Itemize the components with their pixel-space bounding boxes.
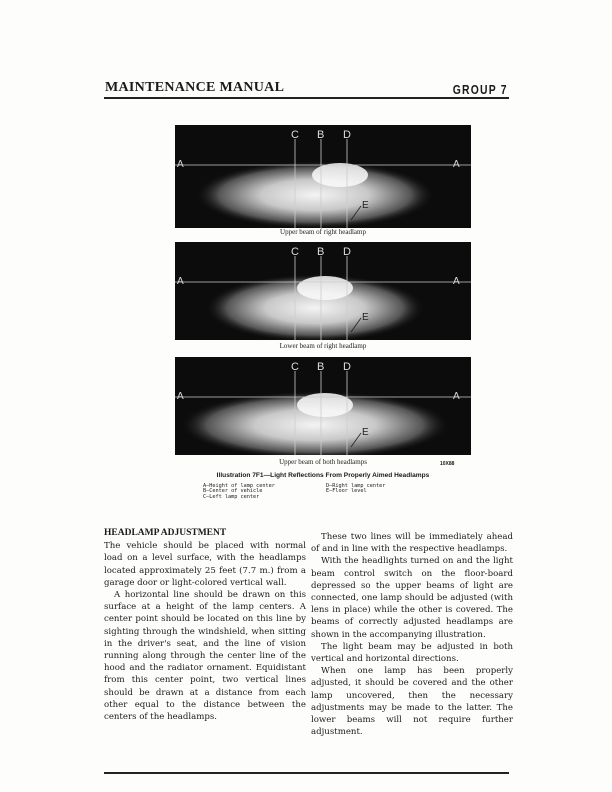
- caption-upper-beam-both: Upper beam of both headlamps: [279, 458, 367, 466]
- label-d: D: [343, 129, 351, 141]
- label-a: A: [453, 391, 460, 402]
- label-a: A: [453, 159, 460, 170]
- caption-lower-beam-right: Lower beam of right headlamp: [279, 342, 367, 350]
- label-e: E: [362, 200, 369, 211]
- manual-title: MAINTENANCE MANUAL: [105, 80, 285, 95]
- label-a: A: [177, 159, 184, 170]
- article-heading: HEADLAMP ADJUSTMENT: [104, 528, 227, 538]
- label-c: C: [291, 129, 299, 141]
- article-left-column: [104, 527, 306, 723]
- paragraph: A horizontal line should be drawn on this surface at a height of the lamp centers. A center point should be located on this line by sighting through the windshield, when sitting in the driver's seat, and the line of vision running along through the center line of the hood and the radiator ornament. Equidistant from this center point, two vertical lines should be drawn at a distance from each other equal to the distance between the centers of the headlamps.: [104, 590, 306, 723]
- legend-item: C—Left lamp center: [203, 493, 260, 500]
- paragraph: The light beam may be adjusted in both vertical and horizontal directions.: [311, 641, 513, 665]
- footer-rule: [104, 772, 509, 774]
- legend-item: B—Center of vehicle: [203, 488, 263, 495]
- beam-hotspot: [312, 163, 368, 187]
- header-rule: [104, 97, 509, 99]
- photo-upper-beam-both: [175, 357, 471, 455]
- caption-upper-beam-right: Upper beam of right headlamp: [280, 228, 366, 236]
- legend-right: [326, 484, 385, 495]
- paragraph: The vehicle should be placed with normal load on a level surface, with the headlamps located approximately 25 feet (7.7 m.) from a garage door or light-colored vertical wall.: [104, 541, 306, 588]
- label-b: B: [317, 246, 325, 258]
- label-a: A: [177, 391, 184, 402]
- legend-item: E—Floor level: [326, 488, 367, 495]
- label-c: C: [291, 246, 299, 258]
- label-c: C: [291, 361, 299, 373]
- article-right-column: [311, 531, 513, 738]
- label-d: D: [343, 361, 351, 373]
- label-e: E: [362, 427, 369, 438]
- photo-upper-beam-right: [175, 125, 471, 228]
- label-a: A: [453, 276, 460, 287]
- label-b: B: [317, 361, 325, 373]
- label-d: D: [343, 246, 351, 258]
- paragraph: With the headlights turned on and the light beam control switch on the floor-board depressed so the upper beams of light are connected, one lamp should be adjusted (with lens in place) while the other is covered. The beams of correctly adjusted headlamps are shown in the accompanying illustration.: [311, 556, 513, 640]
- group-label: GROUP 7: [452, 82, 508, 97]
- figure-title: Illustration 7F1—Light Reflections From Properly Aimed Headlamps: [216, 472, 430, 479]
- beam-hotspot: [297, 276, 353, 300]
- legend-left: [203, 484, 275, 500]
- paragraph: When one lamp has been properly adjusted, it should be covered and the other lamp uncovered, then the necessary adjustments may be made to the latter. The lower beams will not require further adjustment.: [311, 666, 513, 738]
- label-e: E: [362, 312, 369, 323]
- legend-item: D—Right lamp center: [326, 483, 386, 489]
- photo-lower-beam-right: [175, 242, 471, 340]
- label-b: B: [317, 129, 325, 141]
- label-a: A: [177, 276, 184, 287]
- figure-code: 10X88: [440, 461, 455, 467]
- paragraph: These two lines will be immediately ahead of and in line with the respective headlamps.: [311, 532, 513, 555]
- legend-item: A—Height of lamp center: [203, 483, 275, 489]
